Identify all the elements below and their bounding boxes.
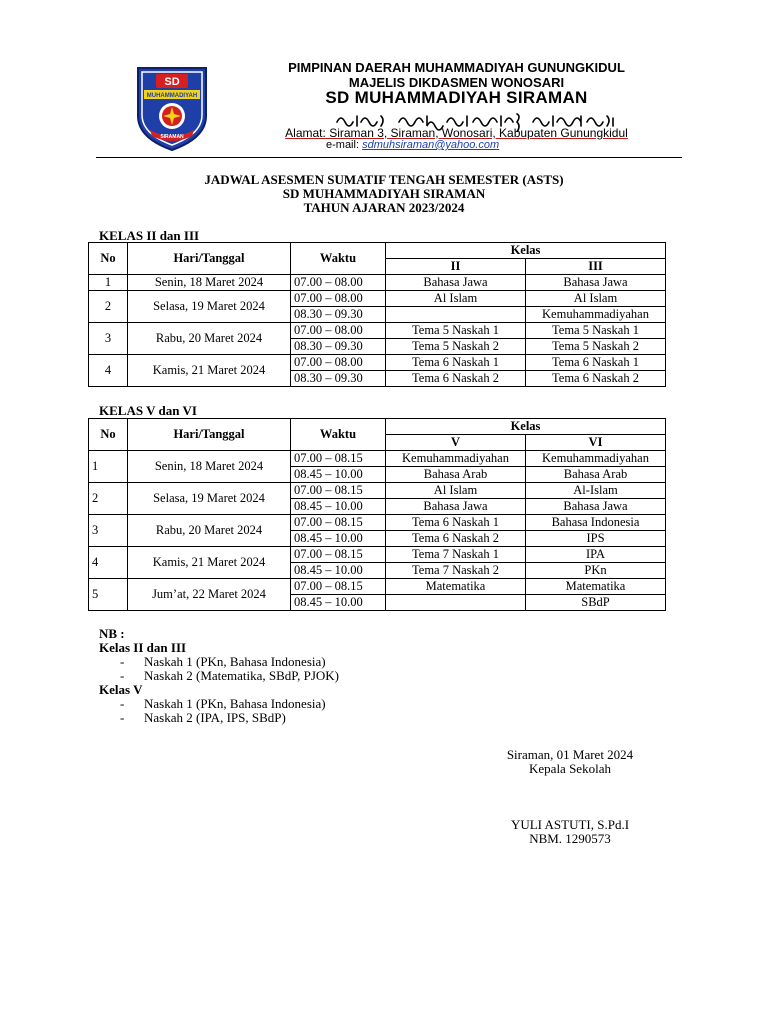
header-kelas: Kelas	[386, 419, 666, 435]
header-class-vi: VI	[526, 435, 666, 451]
cell-class-b: Al-Islam	[526, 483, 666, 499]
table-row	[89, 547, 666, 563]
list-item: - Naskah 1 (PKn, Bahasa Indonesia)	[120, 654, 326, 669]
header-class-ii: II	[386, 259, 526, 275]
notes-list	[99, 655, 339, 683]
table-row	[89, 291, 666, 307]
list-item: - Naskah 1 (PKn, Bahasa Indonesia)	[120, 696, 326, 711]
notes-list	[99, 697, 339, 725]
table-header-row	[89, 419, 666, 435]
cell-class-b: Tema 5 Naskah 2	[526, 339, 666, 355]
table-row	[89, 355, 666, 371]
signature-name: YULI ASTUTI, S.Pd.I	[510, 817, 630, 832]
cell-class-a: Matematika	[386, 579, 526, 595]
cell-class-a: Tema 7 Naskah 2	[386, 563, 526, 579]
cell-time: 07.00 – 08.00	[291, 323, 386, 339]
table-row	[89, 579, 666, 595]
cell-no: 3	[89, 323, 128, 355]
signature-place-date: Siraman, 01 Maret 2024	[506, 747, 634, 762]
cell-class-b: Bahasa Indonesia	[526, 515, 666, 531]
cell-time: 08.30 – 09.30	[291, 371, 386, 387]
header-class-v: V	[386, 435, 526, 451]
school-address	[0, 126, 768, 140]
cell-time: 08.45 – 10.00	[291, 563, 386, 579]
letterhead-divider	[96, 157, 682, 158]
cell-time: 07.00 – 08.15	[291, 483, 386, 499]
cell-day: Rabu, 20 Maret 2024	[128, 515, 291, 547]
cell-no: 2	[89, 483, 128, 515]
cell-class-a: Tema 5 Naskah 1	[386, 323, 526, 339]
cell-no: 4	[89, 547, 128, 579]
cell-day: Kamis, 21 Maret 2024	[128, 355, 291, 387]
doc-subtitle-school: SD MUHAMMADIYAH SIRAMAN	[282, 186, 486, 201]
header-kelas: Kelas	[386, 243, 666, 259]
cell-class-a: Al Islam	[386, 483, 526, 499]
cell-no: 4	[89, 355, 128, 387]
cell-time: 07.00 – 08.00	[291, 355, 386, 371]
notes-group-label: Kelas V	[99, 682, 143, 697]
school-email	[326, 139, 499, 151]
header-no: No	[89, 243, 128, 275]
cell-class-a: Tema 6 Naskah 1	[386, 355, 526, 371]
table-row	[89, 515, 666, 531]
cell-time: 08.45 – 10.00	[291, 595, 386, 611]
signature-nbm: NBM. 1290573	[529, 831, 611, 846]
cell-no: 2	[89, 291, 128, 323]
logo-text-muhammadiyah: MUHAMMADIYAH	[146, 93, 198, 99]
header-class-iii: III	[526, 259, 666, 275]
doc-subtitle-year: TAHUN AJARAN 2023/2024	[303, 200, 465, 215]
cell-day: Senin, 18 Maret 2024	[128, 275, 291, 291]
notes-section	[99, 627, 339, 725]
email-label: e-mail:	[326, 139, 360, 151]
cell-class-a: Bahasa Arab	[386, 467, 526, 483]
cell-day: Selasa, 19 Maret 2024	[128, 483, 291, 515]
list-item: - Naskah 2 (IPA, IPS, SBdP)	[120, 710, 286, 725]
cell-time: 07.00 – 08.00	[291, 291, 386, 307]
email-link[interactable]: sdmuhsiraman@yahoo.com	[362, 139, 500, 151]
cell-no: 1	[89, 275, 128, 291]
cell-time: 08.45 – 10.00	[291, 499, 386, 515]
cell-class-b: Tema 5 Naskah 1	[526, 323, 666, 339]
cell-time: 08.45 – 10.00	[291, 467, 386, 483]
cell-day: Rabu, 20 Maret 2024	[128, 323, 291, 355]
signature-role: Kepala Sekolah	[529, 761, 611, 776]
cell-day: Jum’at, 22 Maret 2024	[128, 579, 291, 611]
cell-time: 08.45 – 10.00	[291, 531, 386, 547]
cell-class-b: Tema 6 Naskah 2	[526, 371, 666, 387]
cell-time: 07.00 – 08.15	[291, 515, 386, 531]
cell-class-a: Tema 6 Naskah 2	[386, 371, 526, 387]
header-day: Hari/Tanggal	[128, 419, 291, 451]
cell-class-b: Kemuhammadiyahan	[526, 451, 666, 467]
cell-class-b: Matematika	[526, 579, 666, 595]
cell-class-b: Al Islam	[526, 291, 666, 307]
header-time: Waktu	[291, 419, 386, 451]
cell-time: 07.00 – 08.15	[291, 579, 386, 595]
cell-class-b: Kemuhammadiyahan	[526, 307, 666, 323]
school-name: SD MUHAMMADIYAH SIRAMAN	[325, 88, 588, 107]
logo-text-sd: SD	[164, 76, 180, 88]
cell-class-a: Bahasa Jawa	[386, 499, 526, 515]
cell-day: Kamis, 21 Maret 2024	[128, 547, 291, 579]
cell-class-b: PKn	[526, 563, 666, 579]
council-name: MAJELIS DIKDASMEN WONOSARI	[348, 75, 565, 90]
schedule-table-v-vi	[88, 418, 666, 611]
table-row	[89, 451, 666, 467]
cell-day: Selasa, 19 Maret 2024	[128, 291, 291, 323]
note-text: Naskah 2 (Matematika, SBdP, PJOK)	[144, 668, 339, 683]
cell-time: 07.00 – 08.00	[291, 275, 386, 291]
cell-class-a: Tema 7 Naskah 1	[386, 547, 526, 563]
cell-time: 07.00 – 08.15	[291, 451, 386, 467]
cell-time: 08.30 – 09.30	[291, 307, 386, 323]
table-row	[89, 275, 666, 291]
list-item: - Naskah 2 (Matematika, SBdP, PJOK)	[120, 668, 339, 683]
header-time: Waktu	[291, 243, 386, 275]
schedule-table-ii-iii	[88, 242, 666, 387]
logo-text-siraman: SIRAMAN	[160, 134, 184, 140]
cell-time: 08.30 – 09.30	[291, 339, 386, 355]
cell-class-b: Bahasa Jawa	[526, 275, 666, 291]
cell-class-a: Tema 5 Naskah 2	[386, 339, 526, 355]
cell-day: Senin, 18 Maret 2024	[128, 451, 291, 483]
cell-class-b: IPA	[526, 547, 666, 563]
table-header-row	[89, 243, 666, 259]
notes-group-label: Kelas II dan III	[99, 640, 187, 655]
cell-class-a: Kemuhammadiyahan	[386, 451, 526, 467]
note-text: Naskah 1 (PKn, Bahasa Indonesia)	[144, 696, 326, 711]
doc-title: JADWAL ASESMEN SUMATIF TENGAH SEMESTER (ASTS)	[204, 172, 564, 187]
cell-class-a: Bahasa Jawa	[386, 275, 526, 291]
org-name: PIMPINAN DAERAH MUHAMMADIYAH GUNUNGKIDUL	[288, 60, 625, 75]
table-row	[89, 323, 666, 339]
table1-label: KELAS II dan III	[99, 228, 200, 243]
cell-class-a: Tema 6 Naskah 1	[386, 515, 526, 531]
cell-class-b: IPS	[526, 531, 666, 547]
cell-no: 3	[89, 515, 128, 547]
header-no: No	[89, 419, 128, 451]
header-day: Hari/Tanggal	[128, 243, 291, 275]
notes-title: NB :	[99, 626, 125, 641]
address-text: Alamat: Siraman 3, Siraman, Wonosari, Kabupaten Gunungkidul	[285, 126, 628, 140]
cell-time: 07.00 – 08.15	[291, 547, 386, 563]
cell-no: 5	[89, 579, 128, 611]
table-row	[89, 483, 666, 499]
cell-class-b: Bahasa Jawa	[526, 499, 666, 515]
note-text: Naskah 2 (IPA, IPS, SBdP)	[144, 710, 286, 725]
note-text: Naskah 1 (PKn, Bahasa Indonesia)	[144, 654, 326, 669]
cell-class-a	[386, 595, 526, 611]
cell-class-a: Al Islam	[386, 291, 526, 307]
cell-class-b: SBdP	[526, 595, 666, 611]
cell-class-b: Bahasa Arab	[526, 467, 666, 483]
letterhead	[0, 0, 768, 160]
cell-class-a	[386, 307, 526, 323]
cell-class-a: Tema 6 Naskah 2	[386, 531, 526, 547]
cell-class-b: Tema 6 Naskah 1	[526, 355, 666, 371]
table2-label: KELAS V dan VI	[99, 403, 197, 418]
cell-no: 1	[89, 451, 128, 483]
